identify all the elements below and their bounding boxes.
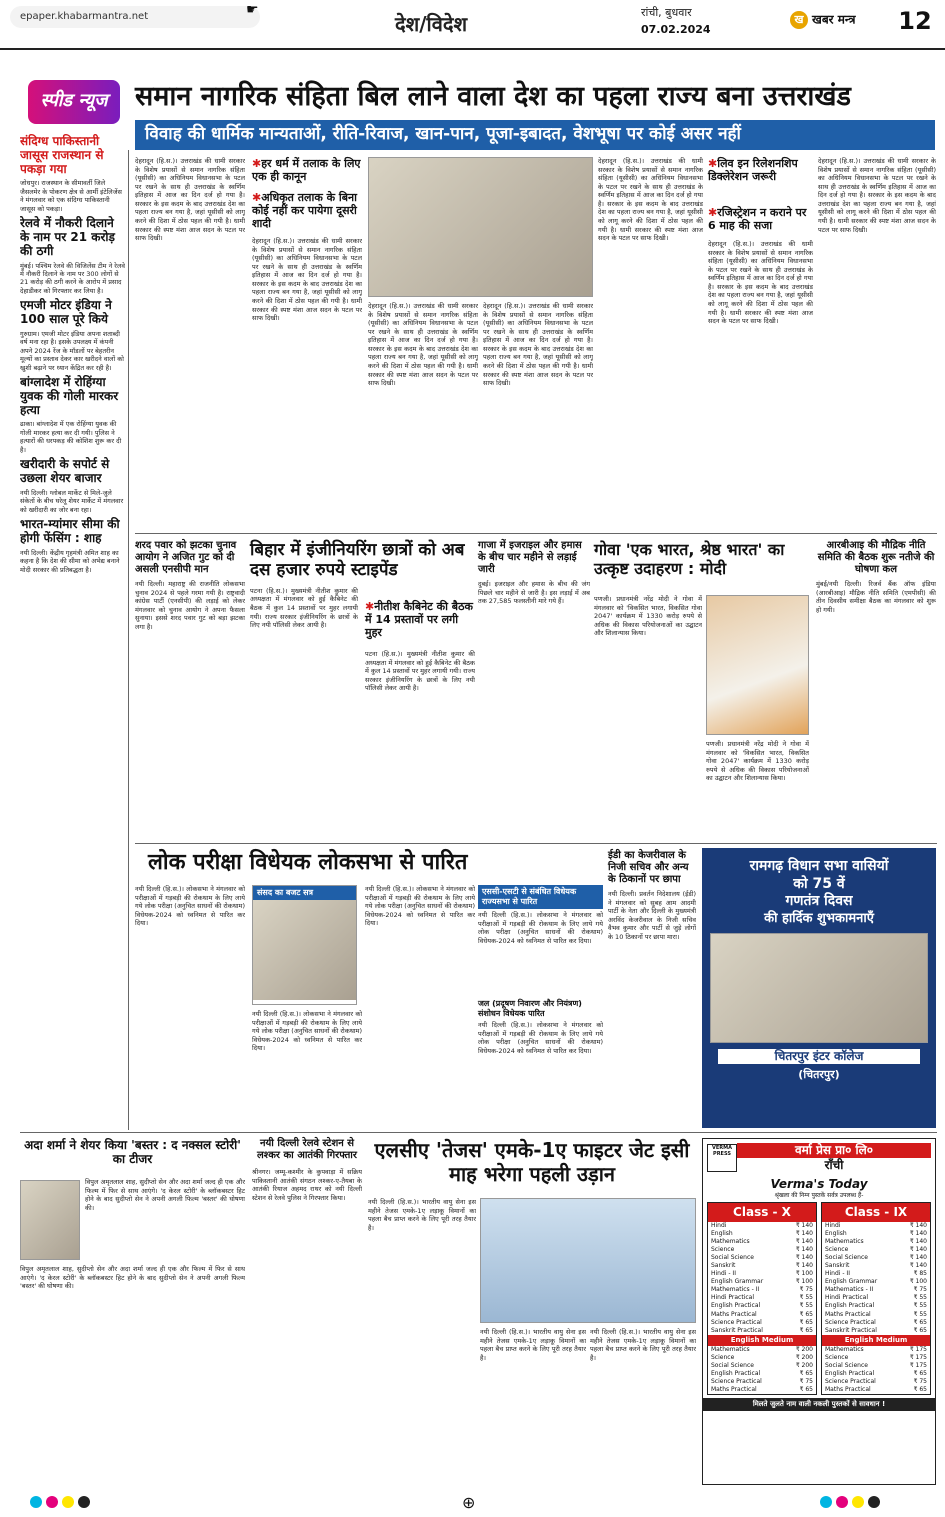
verma-press-ad [702, 1138, 936, 1485]
class-x-header: Class - X [708, 1203, 816, 1222]
subject-name: Social Science [825, 1361, 868, 1369]
price-row [708, 1354, 816, 1362]
price-row [822, 1362, 930, 1370]
jet-photo [480, 1198, 696, 1323]
khabar-mantra-logo-icon: ख [790, 11, 808, 29]
college-photo [710, 933, 928, 1043]
subject-name: Maths Practical [711, 1310, 757, 1318]
subject-name: English [711, 1229, 733, 1237]
bihar-story [250, 540, 475, 867]
exam-bill-text-cont: नयी दिल्ली (हि.स.)। लोकसभा ने मंगलवार को परीक्षाओं में गड़बड़ी की रोकथाम के लिए लाये गये लोक परीक्षा (अनुचित साधनों की रोकथाम) विधेयक-2024 को ध्वनिमत से पारित कर दिया। [252, 1010, 362, 1053]
price-row [822, 1311, 930, 1319]
lead-body-cont: देहरादून (हि.स.)। उत्तराखंड की धामी सरकार के विशेष प्रयासों से समान नागरिक संहिता (यूसीसी) का अधिनियम विधानसभा के पटल पर रखने के साथ ही उत्तराखंड के स्वर्णिम इतिहास में आज का दिन दर्ज हो गया है। सरकार के इस कदम के बाद उत्तराखंड देश का पहला राज्य बन गया है, जहां यूसीसी को लागू करने की दिशा में ठोस पहल की गयी है। धामी सरकार की स्पष्ट मंशा आज सदन के पटल पर साफ दिखी। [368, 302, 478, 388]
lead-headline: समान नागरिक संहिता बिल लाने वाला देश का पहला राज्य बना उत्तराखंड [135, 81, 851, 112]
lead-box-4-text: रजिस्ट्रेशन न कराने पर 6 माह की सजा [708, 206, 807, 233]
subject-name: Sanskrit [825, 1261, 850, 1269]
price-row [708, 1230, 816, 1238]
subject-price: ₹ 65 [913, 1326, 927, 1334]
price-row [708, 1294, 816, 1302]
subject-price: ₹ 175 [909, 1361, 927, 1369]
subject-name: Maths Practical [711, 1386, 757, 1394]
lead-body: देहरादून (हि.स.)। उत्तराखंड की धामी सरकार के विशेष प्रयासों से समान नागरिक संहिता (यूसीसी) का अधिनियम विधानसभा के पटल पर रखने के साथ ही उत्तराखंड के स्वर्णिम इतिहास में आज का दिन दर्ज हो गया है। सरकार के इस कदम के बाद उत्तराखंड देश का पहला राज्य बन गया है, जहां यूसीसी को लागू करने की दिशा में ठोस पहल की गयी है। धामी सरकार की स्पष्ट मंशा आज सदन के पटल पर साफ दिखी। [135, 157, 245, 243]
section-title: देश/विदेश [395, 12, 468, 36]
price-row [822, 1370, 930, 1378]
verma-footer: मिलते जुलते नाम वाली नकली पुस्तकों से सावधान ! [703, 1398, 935, 1411]
verma-tagline: श्रृंखला की निम्न पुस्तकें सर्वत्र उपलब्ध हैं- [774, 1192, 864, 1199]
subject-name: Mathematics [825, 1237, 864, 1245]
kejriwal-title: ईडी का केजरीवाल के निजी सचिव और अन्य के ठिकानों पर छापा [608, 850, 689, 885]
site-url[interactable]: epaper.khabarmantra.net [10, 6, 260, 28]
brand-logo [790, 6, 890, 32]
subject-price: ₹ 200 [795, 1345, 813, 1353]
sharad-text: नयी दिल्ली। महाराष्ट्र की राजनीति लोकसभा चुनाव 2024 से पहले गरमा गयी है। राष्ट्रवादी कांग्रेस पार्टी (एनसीपी) की लड़ाई को लेकर मंगलवार को चुनाव आयोग ने अपना फैसला सुनाया। इससे शरद पवार गुट को बड़ा झटका लगा है। [135, 580, 245, 631]
subject-name: English Practical [711, 1369, 761, 1377]
lead-body-cont: देहरादून (हि.स.)। उत्तराखंड की धामी सरकार के विशेष प्रयासों से समान नागरिक संहिता (यूसीसी) का अधिनियम विधानसभा के पटल पर रखने के साथ ही उत्तराखंड के स्वर्णिम इतिहास में आज का दिन दर्ज हो गया है। सरकार के इस कदम के बाद उत्तराखंड देश का पहला राज्य बन गया है, जहां यूसीसी को लागू करने की दिशा में ठोस पहल की गयी है। धामी सरकार की स्पष्ट मंशा आज सदन के पटल पर साफ दिखी। [818, 157, 936, 234]
price-row [708, 1327, 816, 1335]
subject-price: ₹ 175 [909, 1345, 927, 1353]
subject-price: ₹ 140 [795, 1253, 813, 1261]
price-row [822, 1238, 930, 1246]
actress-photo [20, 1180, 80, 1260]
subject-price: ₹ 140 [795, 1245, 813, 1253]
subject-name: Maths Practical [825, 1386, 871, 1394]
subject-name: Hindi - II [711, 1270, 736, 1278]
price-row [708, 1246, 816, 1254]
adah-title: अदा शर्मा ने शेयर किया 'बस्तर : द नक्सल स्टोरी' का टीजर [24, 1138, 241, 1167]
subject-price: ₹ 140 [909, 1229, 927, 1237]
lead-box-2: ✱अधिकृत तलाक के बिना कोई नहीं कर पायेगा दूसरी शादी [252, 191, 357, 231]
water-bill-text: नयी दिल्ली (हि.स.)। लोकसभा ने मंगलवार को परीक्षाओं में गड़बड़ी की रोकथाम के लिए लाये गये लोक परीक्षा (अनुचित साधनों की रोकथाम) विधेयक-2024 को ध्वनिमत से पारित कर दिया। [478, 1021, 603, 1055]
tejas-text-cont: नयी दिल्ली (हि.स.)। भारतीय वायु सेना इस महीने तेजस एमके-1ए लड़ाकू विमानों का पहला बैच प्राप्त करने के लिए पूरी तरह तैयार है। [590, 1328, 696, 1362]
english-medium-x: English Medium [708, 1335, 816, 1346]
lead-box-1-text: हर धर्म में तलाक के लिए एक ही कानून [252, 157, 361, 184]
hand-icon: ☛ [246, 2, 259, 18]
subject-price: ₹ 65 [799, 1369, 813, 1377]
price-row [708, 1319, 816, 1327]
color-dots-left [30, 1496, 94, 1508]
price-row [708, 1278, 816, 1286]
subject-price: ₹ 140 [909, 1221, 927, 1229]
row-divider [135, 533, 937, 534]
subject-price: ₹ 140 [909, 1237, 927, 1245]
row-divider [20, 1132, 937, 1133]
subject-price: ₹ 65 [799, 1386, 813, 1394]
ramgarh-line4: की हार्दिक शुभकामनाएँ [764, 910, 874, 926]
subject-price: ₹ 55 [799, 1294, 813, 1302]
tejas-text-cont: नयी दिल्ली (हि.स.)। भारतीय वायु सेना इस महीने तेजस एमके-1ए लड़ाकू विमानों का पहला बैच प्राप्त करने के लिए पूरी तरह तैयार है। [480, 1328, 586, 1362]
subject-price: ₹ 75 [799, 1377, 813, 1385]
kejriwal-story [608, 850, 696, 1105]
price-row [822, 1378, 930, 1386]
subject-name: Hindi - II [825, 1270, 850, 1278]
price-row [708, 1370, 816, 1378]
price-row [822, 1302, 930, 1310]
lead-box-3: ✱लिव इन रिलेशनशिप डिक्लेरेशन जरूरी [708, 157, 798, 184]
subject-price: ₹ 100 [795, 1278, 813, 1286]
subject-name: Hindi Practical [825, 1294, 868, 1302]
subject-price: ₹ 100 [909, 1278, 927, 1286]
column-divider [128, 150, 129, 1130]
price-row [822, 1294, 930, 1302]
subject-name: English Grammar [825, 1278, 878, 1286]
subject-name: Hindi Practical [711, 1294, 754, 1302]
lead-box-3-text: लिव इन रिलेशनशिप डिक्लेरेशन जरूरी [708, 157, 798, 184]
price-row [708, 1222, 816, 1230]
price-row [708, 1362, 816, 1370]
left-story-title: खरीदारी के सपोर्ट से उछला शेयर बाजार [20, 457, 110, 485]
sc-st-text: नयी दिल्ली (हि.स.)। लोकसभा ने मंगलवार को परीक्षाओं में गड़बड़ी की रोकथाम के लिए लाये गये लोक परीक्षा (अनुचित साधनों की रोकथाम) विधेयक-2024 को ध्वनिमत से पारित कर दिया। [478, 911, 603, 945]
class-x-table [708, 1222, 816, 1335]
left-story [20, 135, 125, 213]
subject-price: ₹ 100 [795, 1270, 813, 1278]
price-row [822, 1246, 930, 1254]
subject-name: Science Practical [711, 1377, 762, 1385]
left-story-title: बांग्लादेश में रोहिंग्या युवक की गोली मारकर हत्या [20, 375, 119, 417]
subject-name: Mathematics [825, 1345, 864, 1353]
rbi-story [816, 540, 936, 865]
price-row [822, 1354, 930, 1362]
verma-brand: Verma's Today [770, 1177, 868, 1191]
left-story-title: संदिग्ध पाकिस्तानी जासूस राजस्थान से पकड़ा गया [20, 134, 104, 176]
subject-price: ₹ 140 [795, 1221, 813, 1229]
ramgarh-line3: गणतंत्र दिवस [785, 893, 853, 909]
subject-name: Science [711, 1245, 735, 1253]
goa-title: गोवा 'एक भारत, श्रेष्ठ भारत' का उत्कृष्ट उदाहरण : मोदी [594, 540, 785, 579]
lead-box-1: ✱हर धर्म में तलाक के लिए एक ही कानून [252, 157, 361, 184]
english-medium-ix: English Medium [822, 1335, 930, 1346]
subject-name: English Practical [711, 1302, 761, 1310]
page-number: 12 [898, 7, 932, 35]
rbi-title: आरबीआइ की मौद्रिक नीति समिति की बैठक शुरू नतीजे की घोषणा कल [817, 540, 935, 575]
ramgarh-line2: को 75 वें [793, 875, 845, 892]
left-story [20, 217, 125, 295]
left-news-column [20, 131, 125, 1071]
sc-st-title: एससी-एसटी से संबंधित विधेयक राज्यसभा से पारित [478, 885, 603, 909]
subject-price: ₹ 65 [799, 1310, 813, 1318]
tejas-title: एलसीए 'तेजस' एमके-1ए फाइटर जेट इसी माह भरेगा पहली उड़ान [374, 1138, 690, 1186]
subject-name: Social Science [711, 1361, 754, 1369]
registration-strip [0, 1488, 945, 1517]
subject-name: Mathematics - II [711, 1286, 760, 1294]
subject-price: ₹ 65 [913, 1369, 927, 1377]
subject-name: Sanskrit Practical [711, 1326, 763, 1334]
price-row [822, 1346, 930, 1354]
left-story-text: नयी दिल्ली। केंद्रीय गृहमंत्री अमित शाह का कहना है कि देश की सीमा को अभेद्य बनाने मोदी सरकार की प्रतिबद्धता है। [20, 548, 120, 574]
brand-name: खबर मन्त्र [812, 12, 856, 27]
exam-bill-text: नयी दिल्ली (हि.स.)। लोकसभा ने मंगलवार को परीक्षाओं में गड़बड़ी की रोकथाम के लिए लाये गये लोक परीक्षा (अनुचित साधनों की रोकथाम) विधेयक-2024 को ध्वनिमत से पारित कर दिया। [135, 885, 245, 928]
compass-icon: ⊕ [462, 1493, 476, 1512]
price-row [708, 1254, 816, 1262]
delhi-rail-story [252, 1138, 362, 1453]
left-story [20, 299, 125, 372]
subject-price: ₹ 55 [913, 1302, 927, 1310]
kejriwal-text: नयी दिल्ली। प्रवर्तन निदेशालय (ईडी) ने मंगलवार को सुबह आम आदमी पार्टी के नेता और दिल्ली के मुख्यमंत्री अरविंद केजरीवाल के निजी सचिव वैभव कुमार और पार्टी से जुड़े लोगों के 10 ठिकानों पर छापा मारा। [608, 890, 696, 941]
price-row [822, 1386, 930, 1394]
subject-name: Mathematics [711, 1345, 750, 1353]
subject-price: ₹ 75 [913, 1377, 927, 1385]
left-story-text: ढाका। बांग्लादेश में एक रोहिंग्या युवक की गोली मारकर हत्या कर दी गयी। पुलिस ने हत्यारों की धरपकड़ की कोशिश शुरू कर दी है। [20, 420, 122, 454]
price-row [708, 1346, 816, 1354]
left-story-text: नयी दिल्ली। ग्लोबल मार्केट से मिले-जुले संकेतों के बीच घरेलू शेयर मार्केट में मंगलवार को खरीदारी का जोर बना रहा। [20, 488, 124, 514]
tejas-story [368, 1138, 696, 1362]
lead-body-cont: देहरादून (हि.स.)। उत्तराखंड की धामी सरकार के विशेष प्रयासों से समान नागरिक संहिता (यूसीसी) का अधिनियम विधानसभा के पटल पर रखने के साथ ही उत्तराखंड के स्वर्णिम इतिहास में आज का दिन दर्ज हो गया है। सरकार के इस कदम के बाद उत्तराखंड देश का पहला राज्य बन गया है, जहां यूसीसी को लागू करने की दिशा में ठोस पहल की गयी है। धामी सरकार की स्पष्ट मंशा आज सदन के पटल पर साफ दिखी। [483, 302, 593, 388]
bihar-title: बिहार में इंजीनियरिंग छात्रों को अब दस हजार रुपये स्टाइपेंड [250, 540, 465, 581]
parliament-box-label: संसद का बजट सत्र [253, 886, 356, 900]
left-story [20, 376, 125, 454]
gaza-title: गाजा में इजराइल और हमास के बीच चार महीने से लड़ाई जारी [478, 540, 582, 575]
lead-body-cont: देहरादून (हि.स.)। उत्तराखंड की धामी सरकार के विशेष प्रयासों से समान नागरिक संहिता (यूसीसी) का अधिनियम विधानसभा के पटल पर रखने के साथ ही उत्तराखंड के स्वर्णिम इतिहास में आज का दिन दर्ज हो गया है। सरकार के इस कदम के बाद उत्तराखंड देश का पहला राज्य बन गया है, जहां यूसीसी को लागू करने की दिशा में ठोस पहल की गयी है। धामी सरकार की स्पष्ट मंशा आज सदन के पटल पर साफ दिखी। [708, 240, 813, 326]
subject-price: ₹ 85 [913, 1270, 927, 1278]
adah-text-cont: विपुल अमृतलाल शाह, सुदीप्तो सेन और अदा शर्मा जल्द ही एक और फिल्म में फिर से साथ आएंगे। 'द केरल स्टोरी' के ब्लॉकबस्टर हिट होने के बाद सुदीप्तो सेन ने अपनी अगली फिल्म 'बस्तर' की घोषणा की। [20, 1265, 245, 1291]
lead-subhead: विवाह की धार्मिक मान्यताओं, रीति-रिवाज, खान-पान, पूजा-इबादत, वेशभूषा पर कोई असर नहीं [135, 120, 935, 150]
class-ix-em-table [822, 1346, 930, 1395]
subject-name: English [825, 1229, 847, 1237]
subject-price: ₹ 65 [913, 1318, 927, 1326]
price-row [822, 1270, 930, 1278]
ramgarh-line1: रामगढ़ विधान सभा वासियों [749, 858, 889, 874]
subject-name: Hindi [711, 1221, 727, 1229]
water-bill-title: जल (प्रदूषण निवारण और नियंत्रण) संशोधन विधेयक पारित [478, 999, 582, 1018]
subject-name: Science [825, 1245, 849, 1253]
subject-price: ₹ 55 [799, 1302, 813, 1310]
gaza-story [478, 540, 590, 850]
subject-name: Science Practical [825, 1377, 876, 1385]
subject-name: Social Science [825, 1253, 868, 1261]
rbi-text: मुंबई/नयी दिल्ली। रिजर्व बैंक ऑफ इंडिया (आरबीआइ) मौद्रिक नीति समिति (एमपीसी) की तीन दिवसीय समीक्षा बैठक का मंगलवार को शुरू हो गयी। [816, 580, 936, 614]
price-row [708, 1262, 816, 1270]
subject-price: ₹ 65 [913, 1386, 927, 1394]
price-row [822, 1327, 930, 1335]
subject-name: Maths Practical [825, 1310, 871, 1318]
left-story [20, 518, 125, 574]
price-row [708, 1311, 816, 1319]
subject-price: ₹ 65 [799, 1318, 813, 1326]
verma-city: राँची [824, 1158, 844, 1172]
subject-price: ₹ 65 [799, 1326, 813, 1334]
left-story-text: जोधपुर। राजस्थान के सीमावर्ती जिले जैसलमेर के पोकरण क्षेत्र से आर्मी इंटेलिजेंस ने मंगलवार को एक संदिग्ध पाकिस्तानी जासूस को पकड़ा। [20, 179, 122, 213]
left-story-title: भारत-म्यांमार सीमा की होगी फेंसिंग : शाह [20, 517, 120, 545]
subject-name: Science Practical [711, 1318, 762, 1326]
class-ix-header: Class - IX [822, 1203, 930, 1222]
sharad-story [135, 540, 245, 865]
price-row [822, 1254, 930, 1262]
sharad-title: शरद पवार को झटका चुनाव आयोग ने अजित गुट को दी असली एनसीपी मान [135, 540, 237, 575]
goa-text-cont: पणजी। प्रधानमंत्री नरेंद्र मोदी ने गोवा में मंगलवार को 'विकसित भारत, विकसित गोवा 2047' कार्यक्रम में 1330 करोड़ रुपये से अधिक की विकास परियोजनाओं का उद्घाटन और शिलान्यास किया। [706, 740, 809, 783]
left-story-title: रेलवे में नौकरी दिलाने के नाम पर 21 करोड़ की ठगी [20, 216, 115, 258]
subject-name: Mathematics - II [825, 1286, 874, 1294]
class-x-em-table [708, 1346, 816, 1395]
tejas-text: नयी दिल्ली (हि.स.)। भारतीय वायु सेना इस महीने तेजस एमके-1ए लड़ाकू विमानों का पहला बैच प्राप्त करने के लिए पूरी तरह तैयार है। [368, 1198, 476, 1232]
price-row [708, 1302, 816, 1310]
subject-name: Sanskrit Practical [825, 1326, 877, 1334]
subject-price: ₹ 55 [913, 1294, 927, 1302]
delhi-rail-text: श्रीनगर। जम्मू-कश्मीर के कुपवाड़ा में सक्रिय पाकिस्तानी आतंकी संगठन लश्कर-ए-तैयबा के आतंकी रियाज अहमद राथर को नयी दिल्ली स्टेशन से रेलवे पुलिस ने गिरफ्तार किया। [252, 1168, 362, 1202]
price-row [708, 1238, 816, 1246]
modi-photo [706, 595, 809, 735]
ramgarh-ad [702, 848, 936, 1128]
verma-title: वर्मा प्रेस प्रा० लि० [737, 1143, 931, 1158]
minister-photo [253, 900, 356, 1000]
goa-text: पणजी। प्रधानमंत्री नरेंद्र मोदी ने गोवा में मंगलवार को 'विकसित भारत, विकसित गोवा 2047' कार्यक्रम में 1330 करोड़ रुपये से अधिक की विकास परियोजनाओं का उद्घाटन और शिलान्यास किया। [594, 595, 702, 638]
class-ix-table [822, 1222, 930, 1335]
price-row [822, 1230, 930, 1238]
delhi-rail-title: नयी दिल्ली रेलवे स्टेशन से लश्कर का आतंकी गिरफ्तार [257, 1138, 357, 1161]
subject-name: Science Practical [825, 1318, 876, 1326]
bihar-text-cont: पटना (हि.स.)। मुख्यमंत्री नीतीश कुमार की अध्यक्षता में मंगलवार को हुई कैबिनेट की बैठक में कुल 14 प्रस्तावों पर मुहर लगायी गयी। राज्य सरकार इंजीनियरिंग के छात्रों के लिए नयी पॉलिसी लेकर आयी है। [365, 650, 475, 693]
gaza-text: दुबई। इजराइल और हमास के बीच की जंग पिछले चार महीने से जारी है। इस लड़ाई में अब तक 27,585 फलस्तीनी मारे गये हैं। [478, 580, 590, 606]
bihar-text: पटना (हि.स.)। मुख्यमंत्री नीतीश कुमार की अध्यक्षता में मंगलवार को हुई कैबिनेट की बैठक में कुल 14 प्रस्तावों पर मुहर लगायी गयी। राज्य सरकार इंजीनियरिंग के छात्रों के लिए नयी पॉलिसी लेकर आयी है। [250, 586, 358, 630]
subject-price: ₹ 140 [795, 1261, 813, 1269]
left-story-text: गुरुग्राम। एमजी मोटर इंडिया अपना शताब्दी वर्ष मना रहा है। इसके उपलक्ष्य में कंपनी अपने 2024 रेंज के मॉडलों पर बेहतरीन मूल्यों का प्रस्ताव देकर कार खरीदने वालों को खुशी बढ़ाने पर ध्यान केंद्रित कर रही है। [20, 329, 124, 372]
subject-price: ₹ 75 [799, 1286, 813, 1294]
subject-price: ₹ 140 [909, 1253, 927, 1261]
left-story [20, 458, 125, 514]
adah-story [20, 1138, 245, 1291]
cm-photo [368, 157, 593, 297]
subject-name: English Practical [825, 1369, 875, 1377]
issue-date: 07.02.2024 [641, 23, 711, 36]
subject-price: ₹ 140 [795, 1229, 813, 1237]
verma-logo: VERMA PRESS [707, 1144, 737, 1172]
lead-body-cont: देहरादून (हि.स.)। उत्तराखंड की धामी सरकार के विशेष प्रयासों से समान नागरिक संहिता (यूसीसी) का अधिनियम विधानसभा के पटल पर रखने के साथ ही उत्तराखंड के स्वर्णिम इतिहास में आज का दिन दर्ज हो गया है। सरकार के इस कदम के बाद उत्तराखंड देश का पहला राज्य बन गया है, जहां यूसीसी को लागू करने की दिशा में ठोस पहल की गयी है। धामी सरकार की स्पष्ट मंशा आज सदन के पटल पर साफ दिखी। [252, 237, 362, 323]
price-row [708, 1270, 816, 1278]
subject-price: ₹ 200 [795, 1353, 813, 1361]
subject-name: Science [711, 1353, 735, 1361]
subject-name: Hindi [825, 1221, 841, 1229]
minister-photo-box [252, 885, 357, 1005]
subject-name: English Practical [825, 1302, 875, 1310]
subject-price: ₹ 140 [909, 1261, 927, 1269]
left-story-text: मुंबई। पश्चिम रेलवे की विजिलेंस टीम ने रेलवे में नौकरी दिलाने के नाम पर 300 लोगों से 21 करोड़ की ठगी करने के आरोप में प्रसाद देहाडीकर को गिरफ्तार कर लिया है। [20, 261, 125, 295]
price-row [822, 1286, 930, 1294]
bihar-box-text: नीतीश कैबिनेट की बैठक में 14 प्रस्तावों पर लगी मुहर [365, 600, 473, 640]
color-dots-right [820, 1496, 884, 1508]
subject-name: Sanskrit [711, 1261, 736, 1269]
price-row [822, 1278, 930, 1286]
price-row [822, 1262, 930, 1270]
exam-bill-title: लोक परीक्षा विधेयक लोकसभा से पारित [148, 850, 468, 875]
price-row [708, 1378, 816, 1386]
bihar-box: ✱नीतीश कैबिनेट की बैठक में 14 प्रस्तावों पर लगी मुहर [365, 600, 473, 640]
college-name: चितरपुर इंटर कॉलेज [718, 1049, 920, 1064]
lead-box-2-text: अधिकृत तलाक के बिना कोई नहीं कर पायेगा दूसरी शादी [252, 191, 357, 231]
adah-text: विपुल अमृतलाल शाह, सुदीप्तो सेन और अदा शर्मा जल्द ही एक और फिल्म में फिर से साथ आएंगे। 'द केरल स्टोरी' के ब्लॉकबस्टर हिट होने के बाद सुदीप्तो सेन ने अपनी अगली फिल्म 'बस्तर' की घोषणा की। [85, 1178, 245, 1212]
price-row [708, 1386, 816, 1394]
city-day: रांची, बुधवार [641, 6, 692, 19]
left-story-title: एमजी मोटर इंडिया ने 100 साल पूरे किये [20, 298, 112, 327]
price-row [708, 1286, 816, 1294]
page-header [0, 0, 945, 50]
lead-box-4: ✱रजिस्ट्रेशन न कराने पर 6 माह की सजा [708, 206, 807, 233]
subject-price: ₹ 200 [795, 1361, 813, 1369]
speed-news-badge: स्पीड न्यूज [28, 80, 120, 124]
subject-name: English Grammar [711, 1278, 764, 1286]
sc-st-box [478, 885, 603, 1141]
row-divider [135, 843, 937, 844]
lead-body-cont: देहरादून (हि.स.)। उत्तराखंड की धामी सरकार के विशेष प्रयासों से समान नागरिक संहिता (यूसीसी) का अधिनियम विधानसभा के पटल पर रखने के साथ ही उत्तराखंड के स्वर्णिम इतिहास में आज का दिन दर्ज हो गया है। सरकार के इस कदम के बाद उत्तराखंड देश का पहला राज्य बन गया है, जहां यूसीसी को लागू करने की दिशा में ठोस पहल की गयी है। धामी सरकार की स्पष्ट मंशा आज सदन के पटल पर साफ दिखी। [598, 157, 703, 243]
subject-price: ₹ 140 [909, 1245, 927, 1253]
subject-price: ₹ 175 [909, 1353, 927, 1361]
college-place: (चितरपुर) [798, 1067, 840, 1081]
subject-price: ₹ 55 [913, 1310, 927, 1318]
subject-price: ₹ 140 [795, 1237, 813, 1245]
subject-name: Mathematics [711, 1237, 750, 1245]
price-row [822, 1222, 930, 1230]
subject-name: Science [825, 1353, 849, 1361]
goa-story [594, 540, 809, 783]
subject-name: Social Science [711, 1253, 754, 1261]
exam-bill-text-cont: नयी दिल्ली (हि.स.)। लोकसभा ने मंगलवार को परीक्षाओं में गड़बड़ी की रोकथाम के लिए लाये गये लोक परीक्षा (अनुचित साधनों की रोकथाम) विधेयक-2024 को ध्वनिमत से पारित कर दिया। [365, 885, 475, 928]
price-row [822, 1319, 930, 1327]
subject-price: ₹ 75 [913, 1286, 927, 1294]
